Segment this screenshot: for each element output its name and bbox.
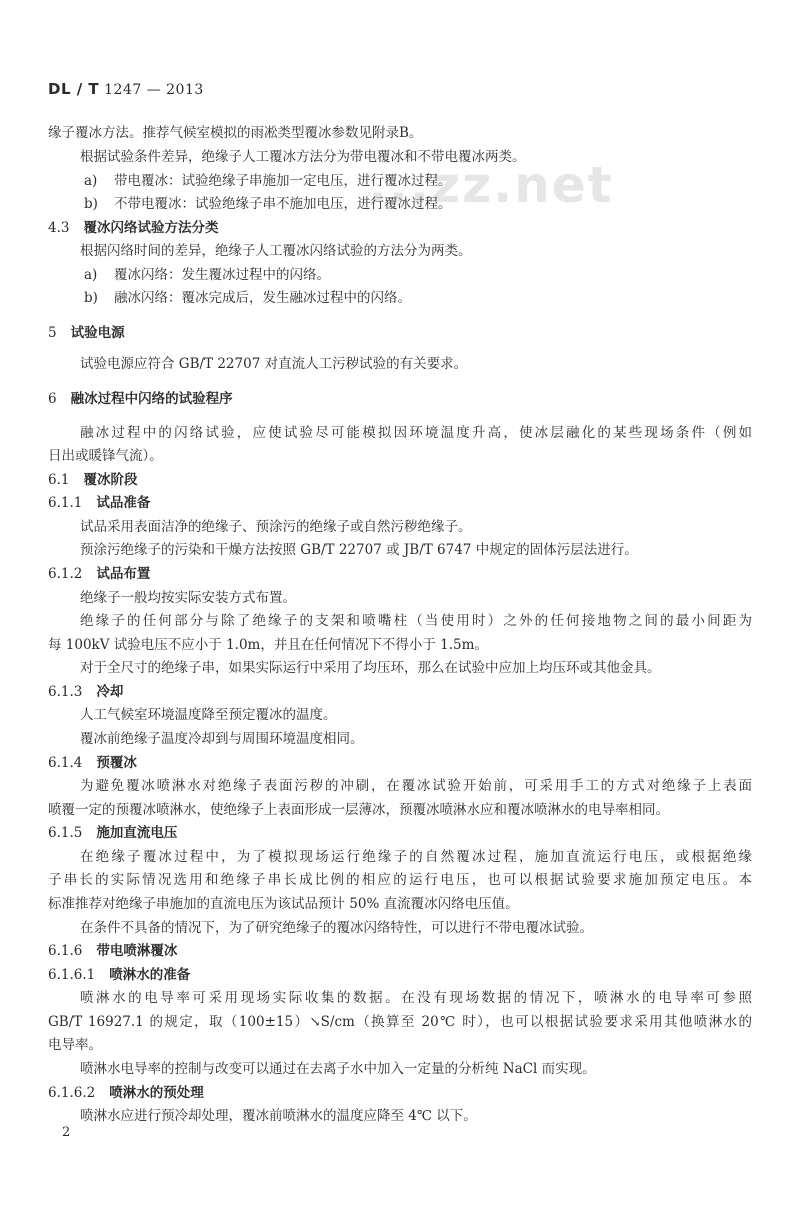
paragraph-line: 绝缘子一般均按实际安装方式布置。 <box>80 590 296 606</box>
section-title: 试验电源 <box>70 325 125 341</box>
paragraph-line: 在绝缘子覆冰过程中，为了模拟现场运行绝缘子的自然覆冰过程，施加直流运行电压，或根据绝缘 <box>80 849 752 865</box>
section-title: 融冰过程中闪络的试验程序 <box>70 391 233 407</box>
list-text: 带电覆冰：试验绝缘子串施加一定电压，进行覆冰过程。 <box>114 173 452 189</box>
watermark: ...zz.net <box>368 156 614 214</box>
paragraph-line: 预涂污绝缘子的污染和干燥方法按照 GB/T 22707 或 JB/T 6747 中规定的固体污层法进行。 <box>80 542 638 558</box>
section-title: 试品布置 <box>96 566 151 582</box>
paragraph-line: 根据闪络时间的差异，绝缘子人工覆冰闪络试验的方法分为两类。 <box>80 243 472 259</box>
section-heading <box>48 219 752 237</box>
section-number: 6.1.6.2 <box>48 1085 96 1101</box>
paragraph-line: 人工气候室环境温度降至预定覆冰的温度。 <box>80 707 337 723</box>
list-item <box>84 266 752 284</box>
list-label: a) <box>84 173 98 189</box>
paragraph-line: 喷淋水的电导率可采用现场实际收集的数据。在没有现场数据的情况下，喷淋水的电导率可参照 <box>80 990 752 1006</box>
paragraph-line: 喷淋水应进行预冷却处理，覆冰前喷淋水的温度应降至 4℃ 以下。 <box>80 1108 477 1124</box>
list-text: 融冰闪络：覆冰完成后，发生融冰过程中的闪络。 <box>114 290 411 306</box>
paragraph-line: 喷淋水电导率的控制与改变可以通过在去离子水中加入一定量的分析纯 NaCl 而实现。 <box>80 1061 596 1077</box>
page-number: 2 <box>62 1125 71 1140</box>
paragraph-line: 绝缘子的任何部分与除了绝缘子的支架和喷嘴柱（当使用时）之外的任何接地物之间的最小间距为 <box>80 613 752 629</box>
section-title: 预覆冰 <box>96 755 137 771</box>
paragraph-line: 电导率。 <box>48 1037 102 1053</box>
list-text: 不带电覆冰：试验绝缘子串不施加电压，进行覆冰过程。 <box>114 196 452 212</box>
section-heading <box>48 754 752 772</box>
paragraph-line: 喷覆一定的预覆冰喷淋水，使绝缘子上表面形成一层薄冰，预覆冰喷淋水应和覆冰喷淋水的电导率相同。 <box>48 802 669 818</box>
section-number: 6.1.3 <box>48 684 83 700</box>
paragraph-line: 试品采用表面洁净的绝缘子、预涂污的绝缘子或自然污秽绝缘子。 <box>80 519 472 535</box>
section-heading <box>48 683 752 701</box>
paragraph-line: GB/T 16927.1 的规定，取（100±15）↘S/cm（换算至 20℃ 时），也可以根据试验要求采用其他喷淋水的 <box>48 1014 752 1030</box>
section-number: 6.1.5 <box>48 825 83 841</box>
section-title: 覆冰阶段 <box>83 472 138 488</box>
section-heading <box>48 824 752 842</box>
list-label: b) <box>84 196 98 212</box>
section-heading <box>48 966 752 984</box>
section-number: 4.3 <box>48 220 70 236</box>
section-title: 覆冰闪络试验方法分类 <box>83 220 219 236</box>
paragraph-line: 日出或暖锋气流）。 <box>48 448 163 464</box>
paragraph-line: 标准推荐对绝缘子串施加的直流电压为该试品预计 50% 直流覆冰闪络电压值。 <box>48 896 519 912</box>
paragraph-line: 子串长的实际情况选用和绝缘子串长成比例的相应的运行电压，也可以根据试验要求施加预定电压。本 <box>48 872 752 888</box>
section-number: 6 <box>48 391 57 407</box>
section-number: 6.1 <box>48 472 70 488</box>
list-label: b) <box>84 290 98 306</box>
section-title: 施加直流电压 <box>96 825 178 841</box>
paragraph-line: 在条件不具备的情况下，为了研究绝缘子的覆冰闪络特性，可以进行不带电覆冰试验。 <box>80 920 593 936</box>
section-number: 5 <box>48 325 57 341</box>
standard-number: 1247 — 2013 <box>104 82 204 98</box>
list-item <box>84 195 752 213</box>
section-number: 6.1.1 <box>48 495 83 511</box>
section-heading <box>48 390 752 408</box>
paragraph-line: 试验电源应符合 GB/T 22707 对直流人工污秽试验的有关要求。 <box>80 356 468 372</box>
section-heading <box>48 565 752 583</box>
section-title: 喷淋水的预处理 <box>109 1085 204 1101</box>
paragraph-line: 每 100kV 试验电压不应小于 1.0m，并且在任何情况下不得小于 1.5m。 <box>48 637 488 653</box>
section-number: 6.1.6 <box>48 943 83 959</box>
list-label: a) <box>84 267 98 283</box>
section-title: 喷淋水的准备 <box>109 967 191 983</box>
section-title: 带电喷淋覆冰 <box>96 943 178 959</box>
paragraph-line: 融冰过程中的闪络试验，应使试验尽可能模拟因环境温度升高，使冰层融化的某些现场条件（例如 <box>80 425 752 441</box>
paragraph-line: 对于全尺寸的绝缘子串，如果实际运行中采用了均压环，那么在试验中应加上均压环或其他金具。 <box>80 660 661 676</box>
section-heading <box>48 494 752 512</box>
section-number: 6.1.4 <box>48 755 83 771</box>
section-heading <box>48 942 752 960</box>
section-number: 6.1.6.1 <box>48 967 96 983</box>
section-title: 试品准备 <box>96 495 151 511</box>
paragraph-line: 为避免覆冰喷淋水对绝缘子表面污秽的冲刷，在覆冰试验开始前，可采用手工的方式对绝缘子上表面 <box>80 778 752 794</box>
section-title: 冷却 <box>96 684 124 700</box>
standard-code: DL / T <box>48 80 100 98</box>
section-number: 6.1.2 <box>48 566 83 582</box>
section-heading <box>48 471 752 489</box>
paragraph-line: 覆冰前绝缘子温度冷却到与周围环境温度相同。 <box>80 731 364 747</box>
section-heading <box>48 1084 752 1102</box>
list-item <box>84 172 752 190</box>
list-item <box>84 289 752 307</box>
list-text: 覆冰闪络：发生覆冰过程中的闪络。 <box>114 267 330 283</box>
standard-header <box>48 80 204 98</box>
paragraph-line: 根据试验条件差异，绝缘子人工覆冰方法分为带电覆冰和不带电覆冰两类。 <box>80 149 526 165</box>
section-heading <box>48 324 752 342</box>
paragraph-line: 缘子覆冰方法。推荐气候室模拟的雨凇类型覆冰参数见附录B。 <box>48 125 423 141</box>
